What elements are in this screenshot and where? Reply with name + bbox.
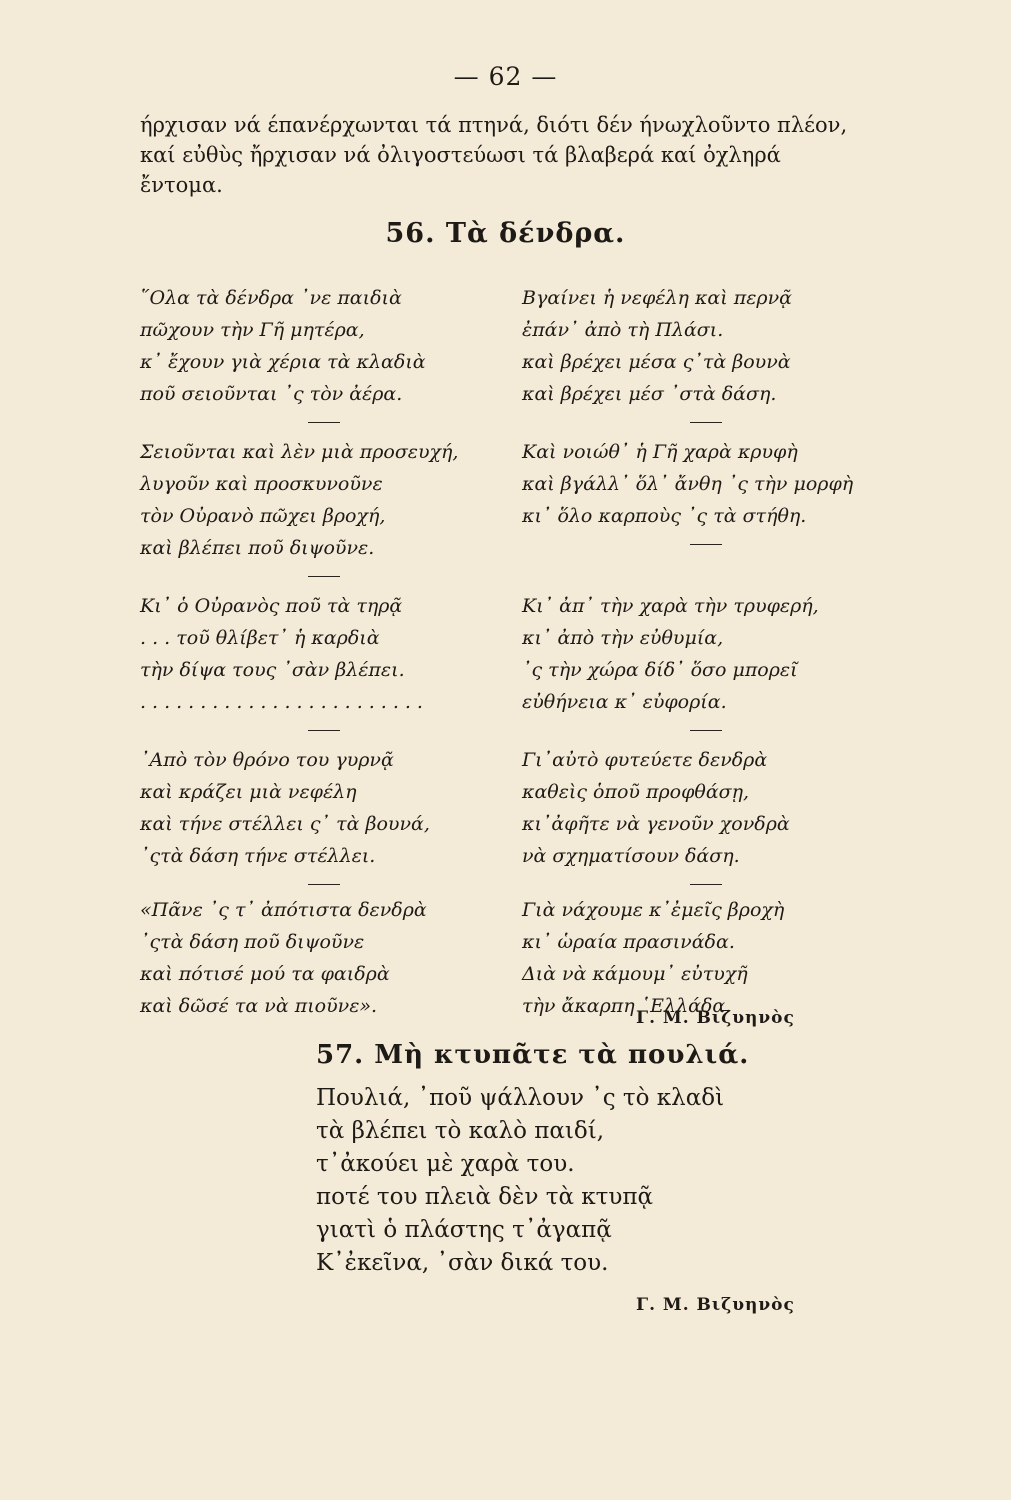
- poem-line: ᾿ςτὰ δάση ποῦ διψοῦνε: [140, 931, 365, 953]
- poem-line: γιατὶ ὁ πλάστης τ᾿ἀγαπᾷ: [316, 1217, 612, 1243]
- poem-line: ᾿Απὸ τὸν θρόνο του γυρνᾷ: [140, 749, 394, 771]
- author-signature: Γ. Μ. Βιζυηνὸς: [636, 1295, 795, 1315]
- stanza-divider: [140, 564, 510, 590]
- poem-56-left-column: [140, 282, 510, 1022]
- poem-line: κι᾿ ὡραία πρασινάδα.: [522, 931, 735, 953]
- poem-line: ἐπάν᾿ ἀπὸ τὴ Πλάσι.: [522, 319, 724, 341]
- poem-line: τὴν δίψα τους ᾿σὰν βλέπει.: [140, 659, 405, 681]
- poem-line: Καὶ νοιώθ᾿ ἡ Γῆ χαρὰ κρυφὴ: [522, 441, 798, 463]
- stanza: [140, 744, 510, 872]
- poem-line: εὐθήνεια κ᾿ εὐφορία.: [522, 691, 727, 713]
- stanza-divider: [140, 410, 510, 436]
- poem-line: Σειοῦνται καὶ λὲν μιὰ προσευχή,: [140, 441, 459, 463]
- stanza: [522, 282, 892, 410]
- poem-line: ᾿ς τὴν χώρα δίδ᾿ ὅσο μπορεῖ: [522, 659, 798, 681]
- stanza: [140, 894, 510, 1022]
- poem-line: Γιὰ νάχουμε κ᾿ἐμεῖς βροχὴ: [522, 899, 785, 921]
- poem-line: καὶ πότισέ μού τα φαιδρὰ: [140, 963, 390, 985]
- poem-line: «Πᾶνε ᾿ς τ᾿ ἀπότιστα δενδρὰ: [140, 899, 427, 921]
- poem-line: Διὰ νὰ κάμουμ᾿ εὐτυχῆ: [522, 963, 748, 985]
- stanza: [522, 436, 892, 532]
- ellipsis-row: ........................: [140, 691, 429, 713]
- poem-line: Πουλιά, ᾿ποῦ ψάλλουν ᾿ς τὸ κλαδὶ: [316, 1085, 725, 1111]
- poem-line: κ᾿ ἔχουν γιὰ χέρια τὰ κλαδιὰ: [140, 351, 426, 373]
- poem-line: πῶχουν τὴν Γῆ μητέρα,: [140, 319, 365, 341]
- poem-57: [316, 1082, 724, 1280]
- poem-line: ᾿ςτὰ δάση τήνε στέλλει.: [140, 845, 376, 867]
- poem-line: καθεὶς ὁποῦ προφθάσῃ,: [522, 781, 750, 803]
- stanza: [522, 590, 892, 718]
- author-signature: Γ. Μ. Βιζυηνὸς: [636, 1008, 795, 1028]
- poem-line: νὰ σχηματίσουν δάση.: [522, 845, 740, 867]
- poem-line: κι᾿ἀφῆτε νὰ γενοῦν χονδρὰ: [522, 813, 790, 835]
- stanza: [140, 590, 510, 718]
- poem-line: . . . τοῦ θλίβετ᾿ ἡ καρδιὰ: [140, 627, 380, 649]
- poem-line: Κι᾿ ὁ Οὐρανὸς ποῦ τὰ τηρᾷ: [140, 595, 403, 617]
- poem-line: Γι᾿αὐτὸ φυτεύετε δενδρὰ: [522, 749, 768, 771]
- poem-line: ῞Ολα τὰ δένδρα ᾿νε παιδιὰ: [140, 287, 402, 309]
- stanza-divider: [140, 718, 510, 744]
- stanza-divider: [522, 410, 892, 436]
- poem-line: Βγαίνει ἡ νεφέλη καὶ περνᾷ: [522, 287, 792, 309]
- stanza: [522, 744, 892, 872]
- section-57-title: 57. Μὴ κτυπᾶτε τὰ πουλιά.: [316, 1040, 750, 1070]
- poem-line: ποτέ του πλειὰ δὲν τὰ κτυπᾷ: [316, 1184, 654, 1210]
- stanza-divider: [140, 872, 510, 894]
- page-number: — 62 —: [453, 62, 558, 91]
- poem-line: καὶ βρέχει μέσα ς᾿τὰ βουνὰ: [522, 351, 791, 373]
- poem-line: Κι᾿ ἀπ᾿ τὴν χαρὰ τὴν τρυφερή,: [522, 595, 819, 617]
- poem-56-right-column: [522, 282, 892, 1022]
- intro-paragraph: [140, 110, 920, 200]
- stanza-divider: [522, 532, 892, 590]
- poem-line: Κ᾿ἐκεῖνα, ᾿σὰν δικά του.: [316, 1250, 609, 1276]
- section-56-title: 56. Τὰ δένδρα.: [385, 218, 626, 249]
- poem-line: ποῦ σειοῦνται ᾿ς τὸν ἀέρα.: [140, 383, 403, 405]
- poem-line: καὶ βλέπει ποῦ διψοῦνε.: [140, 537, 375, 559]
- stanza: [522, 894, 892, 1022]
- poem-line: καὶ βγάλλ᾿ ὅλ᾿ ἄνθη ᾿ς τὴν μορφὴ: [522, 473, 854, 495]
- poem-line: κι᾿ ἀπὸ τὴν εὐθυμία,: [522, 627, 724, 649]
- stanza-divider: [522, 872, 892, 894]
- intro-line: ήρχισαν νά έπανέρχωνται τά πτηνά, διότι δέν ήνωχλοῦντο πλέον,: [140, 113, 848, 137]
- poem-line: τὴν ἄκαρπη ῾Ελλάδα.: [522, 995, 732, 1017]
- poem-line: καὶ τήνε στέλλει ς᾿ τὰ βουνά,: [140, 813, 430, 835]
- intro-line: ἔντομα.: [140, 173, 223, 197]
- poem-line: κι᾿ ὅλο καρποὺς ᾿ς τὰ στήθη.: [522, 505, 807, 527]
- poem-line: καὶ δῶσέ τα νὰ πιοῦνε».: [140, 995, 378, 1017]
- poem-line: λυγοῦν καὶ προσκυνοῦνε: [140, 473, 383, 495]
- poem-line: τ᾿ἀκούει μὲ χαρὰ του.: [316, 1151, 575, 1177]
- poem-line: καὶ κράζει μιὰ νεφέλη: [140, 781, 357, 803]
- poem-line: τὸν Οὐρανὸ πῶχει βροχή,: [140, 505, 386, 527]
- stanza-divider: [522, 718, 892, 744]
- stanza: [140, 436, 510, 564]
- poem-line: τὰ βλέπει τὸ καλὸ παιδί,: [316, 1118, 605, 1144]
- intro-line: καί εὐθὺς ἤρχισαν νά ὀλιγοστεύωσι τά βλαβερά καί ὀχληρά: [140, 143, 781, 167]
- poem-line: καὶ βρέχει μέσ ᾿στὰ δάση.: [522, 383, 777, 405]
- stanza: [140, 282, 510, 410]
